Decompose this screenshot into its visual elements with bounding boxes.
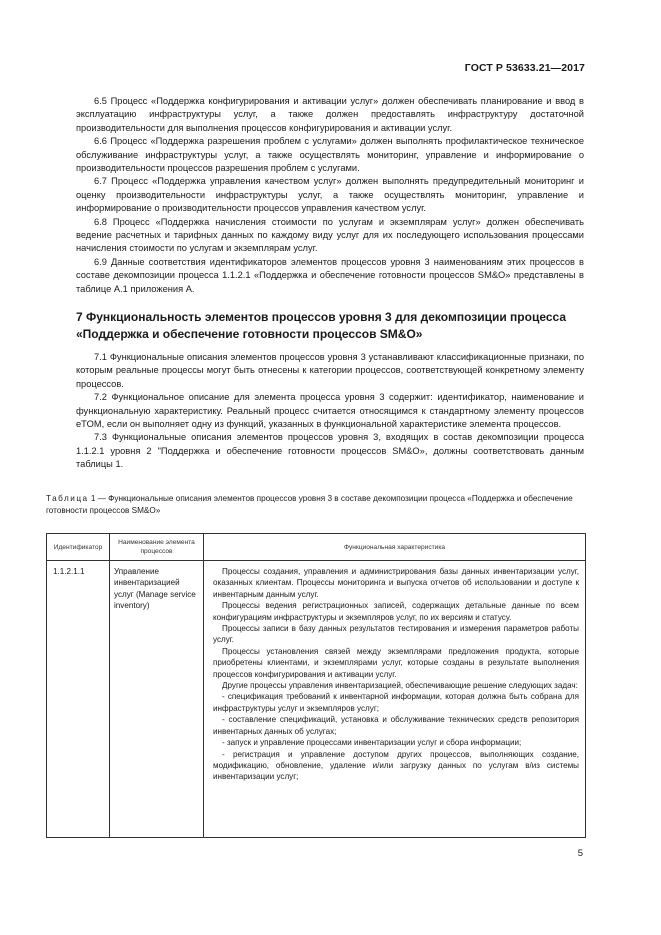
paragraph-7-2: 7.2 Функциональное описание для элемента процесса уровня 3 содержит: идентификатор, наименование и функциональную характеристику. Реальный процесс считается относящимся к стандартному элементу процессов eTOM, если он выполняет одну из функций, указанных в функциональной характеристике элемента процессов. <box>76 392 584 430</box>
table-caption-word: Таблица <box>46 494 89 503</box>
desc-list-item: - составление спецификаций, установка и обслуживание технических средств репозитория инвентарных данных об услугах; <box>213 715 579 736</box>
desc-paragraph: Процессы ведения регистрационных записей, содержащих детальные данные по всем конфигурациям инфраструктуры и экземпляров услуг, по их версиям и статусу. <box>213 601 579 622</box>
table-caption-text: 1 — Функциональные описания элементов процессов уровня 3 в составе декомпозиции процесса «Поддержка и обеспечение готовности процессов SM&O» <box>46 494 573 515</box>
section-7-paragraphs <box>76 351 584 472</box>
desc-list-item: - запуск и управление процессами инвентаризации услуг и сбора информации; <box>222 738 522 748</box>
row-description <box>204 561 586 838</box>
paragraph-7-3: 7.3 Функциональные описания элементов процессов уровня 3, входящих в состав декомпозиции процесса 1.1.2.1 уровня 2 "Поддержка и обеспечение готовности процессов SM&O», должны соответствовать данным таблицы 1. <box>76 432 584 470</box>
desc-paragraph: Процессы создания, управления и администрирования базы данных инвентаризации услуг, оказанных клиентам. Процессы мониторинга и выпуска отчетов об использовании и доступе к инвентарным данным услуг. <box>213 567 579 599</box>
header-id: Идентификатор <box>47 534 110 561</box>
desc-paragraph: Процессы записи в базу данных результатов тестирования и измерения параметров работы услуг. <box>213 624 579 645</box>
row-id: 1.1.2.1.1 <box>47 561 110 838</box>
paragraph-6-7: 6.7 Процесс «Поддержка управления качеством услуг» должен выполнять предупредительный мониторинг и оценку производительности инфраструктуры услуг, а также осуществлять мониторинг, управление и информирование о производительности процессов управления качеством услуг. <box>76 176 584 214</box>
paragraph-7-1: 7.1 Функциональные описания элементов процессов уровня 3 устанавливают классификационные признаки, по которым реальные процессы могут быть отнесены к категории процессов, соответствующей конкретному элементу процессов. <box>76 352 584 389</box>
page-number: 5 <box>577 848 583 859</box>
desc-list-item: - регистрация и управление доступом других процессов, выполняющих создание, модификацию, обновление, удаление и/или загрузку данных по услугам в/из системы инвентаризации услуг; <box>213 749 579 782</box>
functional-description-table <box>46 533 586 838</box>
desc-list-item: - спецификация требований к инвентарной информации, которая должна быть собрана для инфраструктуры услуг и экземпляров услуг; <box>213 692 579 713</box>
table-row <box>47 561 586 838</box>
paragraph-6-5: 6.5 Процесс «Поддержка конфигурирования и активации услуг» должен обеспечивать планирование и ввод в эксплуатацию инфраструктуры услуг, а также должен предоставлять инфраструктуру достаточной производительности для выполнения процессов конфигурирования и активации услуг. <box>76 96 584 133</box>
section-7-heading: 7 Функциональность элементов процессов уровня 3 для декомпозиции процесса «Поддержка и обеспечение готовности процессов SM&O» <box>76 310 567 341</box>
paragraph-6-6: 6.6 Процесс «Поддержка разрешения проблем с услугами» должен выполнять профилактическое техническое обслуживание инфраструктуры услуг, а также осуществлять мониторинг, управление и информирование о производительности процессов разрешения проблем с услугами. <box>76 136 584 174</box>
desc-paragraph: Процессы установления связей между экземплярами предложения продукта, которые приобретены клиентами, и экземплярами услуг, которые созданы в результате выполнения процессов конфигурирования и активации услуг. <box>213 646 579 679</box>
header-desc: Функциональная характеристика <box>204 534 586 561</box>
table-header-row <box>47 534 586 561</box>
row-name: Управление инвентаризацией услуг (Manage service inventory) <box>110 561 204 838</box>
table-caption <box>46 493 586 516</box>
paragraph-6-9: 6.9 Данные соответствия идентификаторов элементов процессов уровня 3 наименованиям этих процессов в составе декомпозиции процесса 1.1.2.1 «Поддержка и обеспечение готовности процессов SM&O» представлены в таблице А.1 приложения А. <box>76 256 584 294</box>
header-name: Наименование элемента процессов <box>110 534 204 561</box>
section-6-paragraphs <box>76 95 584 296</box>
document-header: ГОСТ Р 53633.21—2017 <box>464 62 585 74</box>
desc-paragraph: Другие процессы управления инвентаризацией, обеспечивающие решение следующих задач: <box>222 681 578 691</box>
paragraph-6-8: 6.8 Процесс «Поддержка начисления стоимости по услугам и экземплярам услуг» должен обеспечивать ведение расчетных и тарифных данных по каждому виду услуг для их последующего использования процессами начисления стоимости по услугам и экземплярам услуг. <box>76 216 584 254</box>
